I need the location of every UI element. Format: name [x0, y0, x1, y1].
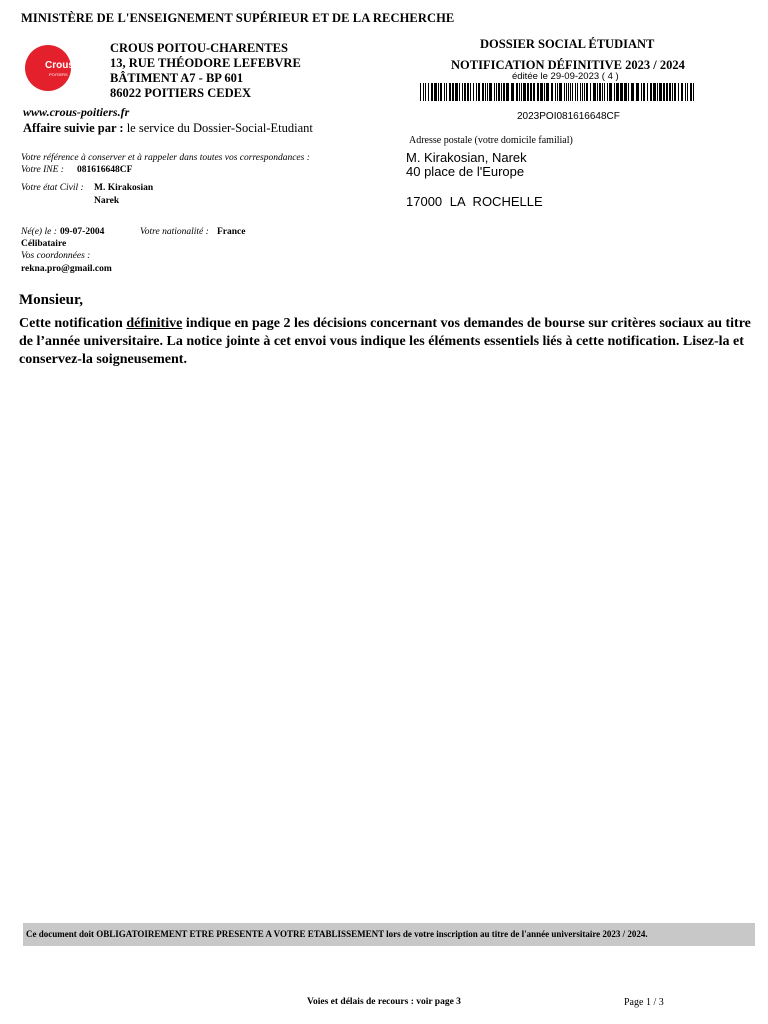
barcode-bar	[650, 83, 652, 101]
barcode-bar	[444, 83, 445, 101]
barcode-bar	[681, 83, 683, 101]
barcode-bar	[568, 83, 569, 101]
barcode-bar	[462, 83, 463, 101]
barcode-bar	[624, 83, 627, 101]
appeal-note: Voies et délais de recours : voir page 3	[307, 997, 461, 1007]
barcode-bar	[511, 83, 514, 101]
barcode-bar	[533, 83, 535, 101]
barcode-bar	[555, 83, 556, 101]
marital-status: Célibataire	[21, 239, 67, 249]
notice-text	[26, 929, 648, 939]
barcode-bar	[473, 83, 474, 101]
email-value: rekna.pro@gmail.com	[21, 264, 112, 274]
barcode-bar	[636, 83, 639, 101]
barcode-bar	[551, 83, 553, 101]
crous-address-line: BÂTIMENT A7 - BP 601	[110, 71, 244, 85]
edition-date: éditée le 29-09-2023 ( 4 )	[512, 71, 619, 82]
birth-date-value: 09-07-2004	[60, 227, 105, 237]
nationality-value: France	[217, 227, 246, 237]
barcode-bar	[607, 83, 608, 101]
crous-address-line: 13, RUE THÉODORE LEFEBVRE	[110, 56, 301, 70]
barcode-bar	[631, 83, 634, 101]
barcode-bar	[521, 83, 522, 101]
website-link[interactable]: www.crous-poitiers.fr	[23, 105, 130, 119]
barcode-bar	[459, 83, 460, 101]
barcode-bar	[446, 83, 447, 101]
barcode-bar	[580, 83, 581, 101]
barcode-bar	[643, 83, 645, 101]
barcode-bar	[653, 83, 656, 101]
barcode-bar	[597, 83, 598, 101]
barcode-bar	[620, 83, 623, 101]
postal-address-label: Adresse postale (votre domicile familial)	[409, 135, 573, 146]
barcode-bar	[467, 83, 469, 101]
barcode-bar	[609, 83, 612, 101]
barcode-bar	[452, 83, 454, 101]
barcode-bar	[693, 83, 694, 101]
barcode-bar	[559, 83, 562, 101]
barcode-bar	[455, 83, 458, 101]
barcode-bar	[604, 83, 605, 101]
barcode-bar	[476, 83, 477, 101]
barcode-text: 2023POI081616648CF	[517, 111, 620, 122]
recipient-city: 17000 LA ROCHELLE	[406, 194, 543, 209]
barcode-bar	[494, 83, 495, 101]
barcode-bar	[527, 83, 529, 101]
barcode-bar	[663, 83, 665, 101]
barcode-bar	[425, 83, 426, 101]
barcode-bar	[593, 83, 596, 101]
reference-note: Votre référence à conserver et à rappeler dans toutes vos correspondances :	[21, 153, 310, 163]
body-text-start: Cette notification	[19, 316, 127, 331]
barcode-bar	[523, 83, 526, 101]
dossier-title: DOSSIER SOCIAL ÉTUDIANT	[480, 37, 655, 51]
barcode-bar	[516, 83, 518, 101]
barcode-bar	[687, 83, 688, 101]
barcode-bar	[586, 83, 588, 101]
barcode-bar	[530, 83, 532, 101]
barcode-bar	[577, 83, 578, 101]
barcode-bar	[575, 83, 576, 101]
barcode-bar	[641, 83, 642, 101]
barcode-bar	[564, 83, 565, 101]
barcode-bar	[666, 83, 668, 101]
crous-address-line: CROUS POITOU-CHARENTES	[110, 41, 288, 55]
barcode-bar	[519, 83, 520, 101]
barcode-bar	[482, 83, 484, 101]
nationality-label: Votre nationalité :	[140, 227, 209, 237]
barcode-bar	[544, 83, 545, 101]
notice-text-start: Ce document doit	[26, 929, 97, 939]
civil-name: M. Kirakosian	[94, 183, 154, 193]
barcode-bar	[657, 83, 658, 101]
barcode-bar	[582, 83, 583, 101]
contact-label: Vos coordonnées :	[21, 251, 91, 261]
barcode-bar	[674, 83, 676, 101]
ministry-heading: MINISTÈRE DE L'ENSEIGNEMENT SUPÉRIEUR ET DE LA RECHERCHE	[21, 11, 455, 25]
barcode-bar	[546, 83, 549, 101]
notice-text-end: lors de votre inscription au titre de l'année universitaire 2023 / 2024.	[383, 929, 648, 939]
barcode-bar	[669, 83, 671, 101]
barcode-bar	[566, 83, 567, 101]
barcode-bar	[464, 83, 466, 101]
barcode-bar	[616, 83, 619, 101]
barcode-bar	[599, 83, 601, 101]
affaire-line	[23, 121, 313, 136]
barcode-bar	[614, 83, 615, 101]
barcode-bar	[572, 83, 573, 101]
barcode-bar	[496, 83, 497, 101]
ine-label: Votre INE :	[21, 165, 64, 175]
notice-text-emphasis: OBLIGATOIREMENT ETRE PRESENTE A VOTRE ETABLISSEMENT	[96, 929, 384, 939]
logo-subtext: POITIERS	[49, 72, 68, 77]
barcode-bar	[489, 83, 492, 101]
barcode-bar	[602, 83, 603, 101]
page-number: Page 1 / 3	[624, 997, 664, 1008]
barcode-bar	[420, 83, 421, 101]
barcode-bar	[685, 83, 686, 101]
barcode-bar	[449, 83, 451, 101]
crous-address	[110, 41, 301, 101]
letter-body	[19, 315, 759, 369]
crous-logo	[25, 45, 74, 91]
crous-address-line: 86022 POITIERS CEDEX	[110, 86, 251, 100]
barcode-bar	[659, 83, 662, 101]
barcode-bar	[647, 83, 648, 101]
barcode-bar	[434, 83, 437, 101]
barcode-bar	[690, 83, 692, 101]
barcode-bar	[487, 83, 488, 101]
civil-status-label: Votre état Civil :	[21, 183, 84, 193]
barcode-bar	[423, 83, 424, 101]
recipient-street: 40 place de l'Europe	[406, 164, 525, 179]
civil-firstname: Narek	[94, 196, 120, 206]
barcode-bar	[678, 83, 679, 101]
barcode-bar	[590, 83, 591, 101]
barcode-bar	[506, 83, 509, 101]
barcode-bar	[570, 83, 571, 101]
ine-value: 081616648CF	[77, 165, 133, 175]
barcode-bar	[628, 83, 629, 101]
barcode-bar	[431, 83, 433, 101]
barcode-bar	[557, 83, 558, 101]
barcode-bar	[501, 83, 502, 101]
barcode-bar	[584, 83, 585, 101]
barcode-image	[420, 83, 696, 101]
recipient-name: M. Kirakosian, Narek	[406, 150, 527, 165]
body-text-end: indique en page 2 les décisions concernant vos demandes de bourse sur critères sociaux au titre de l’année universitaire. La notice jointe à cet envoi vous indique les éléments essentiels liés à cette notification. Lisez-la et conservez-la soigneusement.	[19, 316, 751, 367]
salutation: Monsieur,	[19, 292, 84, 308]
notification-title: NOTIFICATION DÉFINITIVE 2023 / 2024	[451, 58, 685, 72]
body-underlined-word: définitive	[126, 316, 183, 331]
barcode-bar	[438, 83, 439, 101]
barcode-bar	[537, 83, 539, 101]
affaire-label: Affaire suivie par :	[23, 121, 124, 135]
barcode-bar	[428, 83, 429, 101]
logo-text: Crous	[45, 60, 74, 71]
barcode-bar	[503, 83, 505, 101]
affaire-value: le service du Dossier-Social-Etudiant	[126, 121, 313, 135]
barcode-bar	[672, 83, 673, 101]
barcode-bar	[478, 83, 480, 101]
barcode-bar	[440, 83, 442, 101]
birth-date-label: Né(e) le :	[21, 227, 57, 237]
barcode-bar	[470, 83, 471, 101]
barcode-bar	[498, 83, 500, 101]
barcode-bar	[540, 83, 543, 101]
barcode-bar	[485, 83, 486, 101]
